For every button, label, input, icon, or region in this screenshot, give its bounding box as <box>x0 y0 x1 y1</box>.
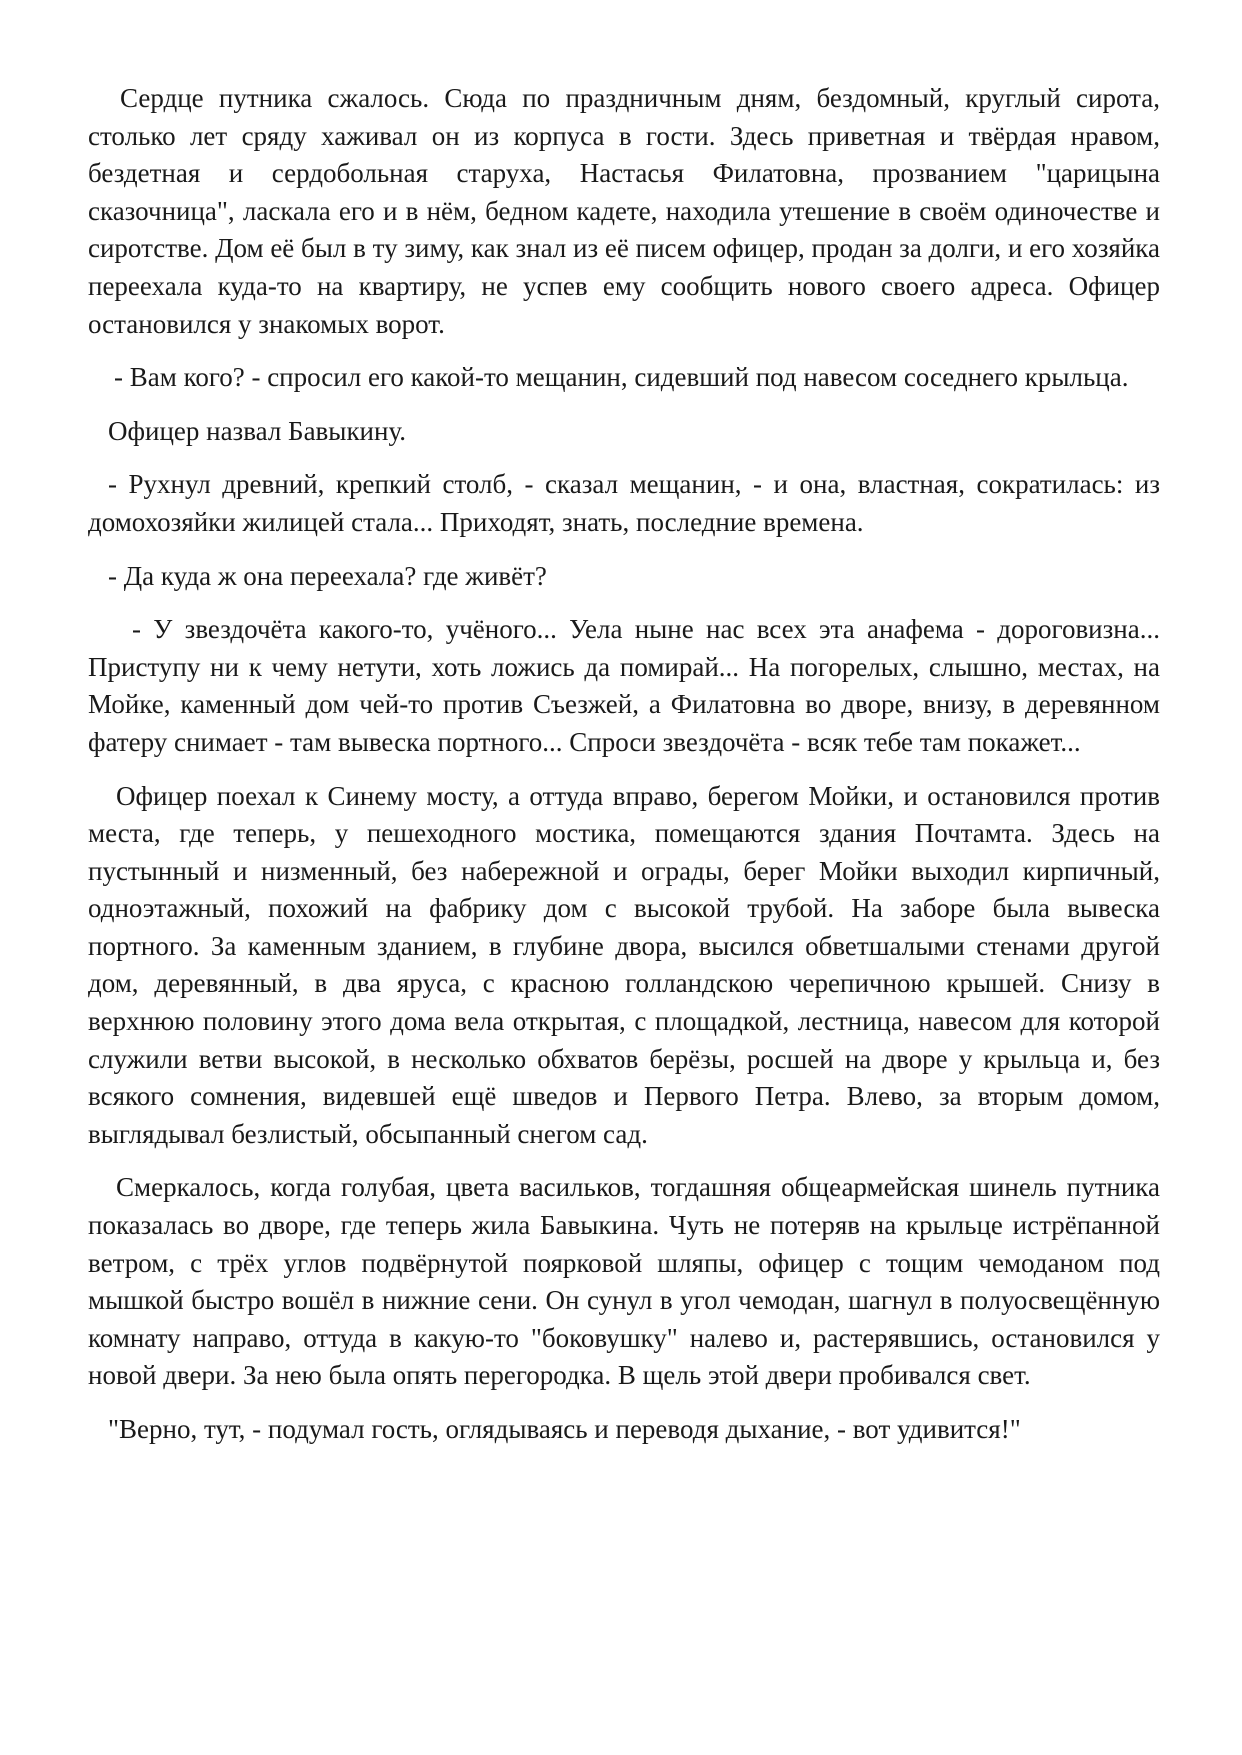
paragraph-3: Офицер назвал Бавыкину. <box>108 415 407 446</box>
text-column <box>88 80 1160 1465</box>
paragraph-6: - У звездочёта какого-то, учёного... Уела ныне нас всех эта анафема - дороговизна... Приступу ни к чему нетути, хоть ложись да помирай... На погорелых, слышно, местах, на Мойке, каменный дом чей-то против Съезжей, а Филатовна во дворе, внизу, в деревянном фатеру снимает - там вывеска портного... Спроси звездочёта - всяк тебе там покажет... <box>88 614 1160 757</box>
paragraph-7: Офицер поехал к Синему мосту, а оттуда вправо, берегом Мойки, и остановился против места, где теперь, у пешеходного мостика, помещаются здания Почтамта. Здесь на пустынный и низменный, без набережной и ограды, берег Мойки выходил кирпичный, одноэтажный, похожий на фабрику дом с высокой трубой. На заборе была вывеска портного. За каменным зданием, в глубине двора, высился обветшалыми стенами другой дом, деревянный, в два яруса, с красною голландскою черепичною крышей. Снизу в верхнюю половину этого дома вела открытая, с площадкой, лестница, навесом для которой служили ветви высокой, в несколько обхватов берёзы, росшей на дворе у крыльца и, без всякого сомнения, видевшей ещё шведов и Первого Петра. Влево, за вторым домом, выглядывал безлистый, обсыпанный снегом сад. <box>88 780 1160 1149</box>
paragraph-5: - Да куда ж она переехала? где живёт? <box>108 560 547 591</box>
paragraph-9: "Верно, тут, - подумал гость, оглядываясь и переводя дыхание, - вот удивится!" <box>108 1414 1021 1444</box>
paragraph-1: Сердце путника сжалось. Сюда по праздничным дням, бездомный, круглый сирота, столько лет сряду хаживал он из корпуса в гости. Здесь приветная и твёрдая нравом, бездетная и сердобольная старуха, Настасья Филатовна, прозванием "царицына сказочница", ласкала его и в нём, бедном кадете, находила утешение в своём одиночестве и сиротстве. Дом её был в ту зиму, как знал из её писем офицер, продан за долги, и его хозяйка переехала куда-то на квартиру, не успев ему сообщить нового своего адреса. Офицер остановился у знакомых ворот. <box>88 83 1160 339</box>
paragraph-4: - Рухнул древний, крепкий столб, - сказал мещанин, - и она, властная, сократилась: из домохозяйки жилицей стала... Приходят, знать, последние времена. <box>88 469 1160 537</box>
paragraph-2: - Вам кого? - спросил его какой-то мещанин, сидевший под навесом соседнего крыльца. <box>114 362 1129 393</box>
paragraph-8: Смеркалось, когда голубая, цвета васильков, тогдашняя общеармейская шинель путника показалась во дворе, где теперь жила Бавыкина. Чуть не потеряв на крыльце истрёпанной ветром, с трёх углов подвёрнутой поярковой шляпы, офицер с тощим чемоданом под мышкой быстро вошёл в нижние сени. Он сунул в угол чемодан, шагнул в полуосвещённую комнату направо, оттуда в какую-то "боковушку" налево и, растерявшись, остановился у новой двери. За нею была опять перегородка. В щель этой двери пробивался свет. <box>88 1172 1160 1391</box>
